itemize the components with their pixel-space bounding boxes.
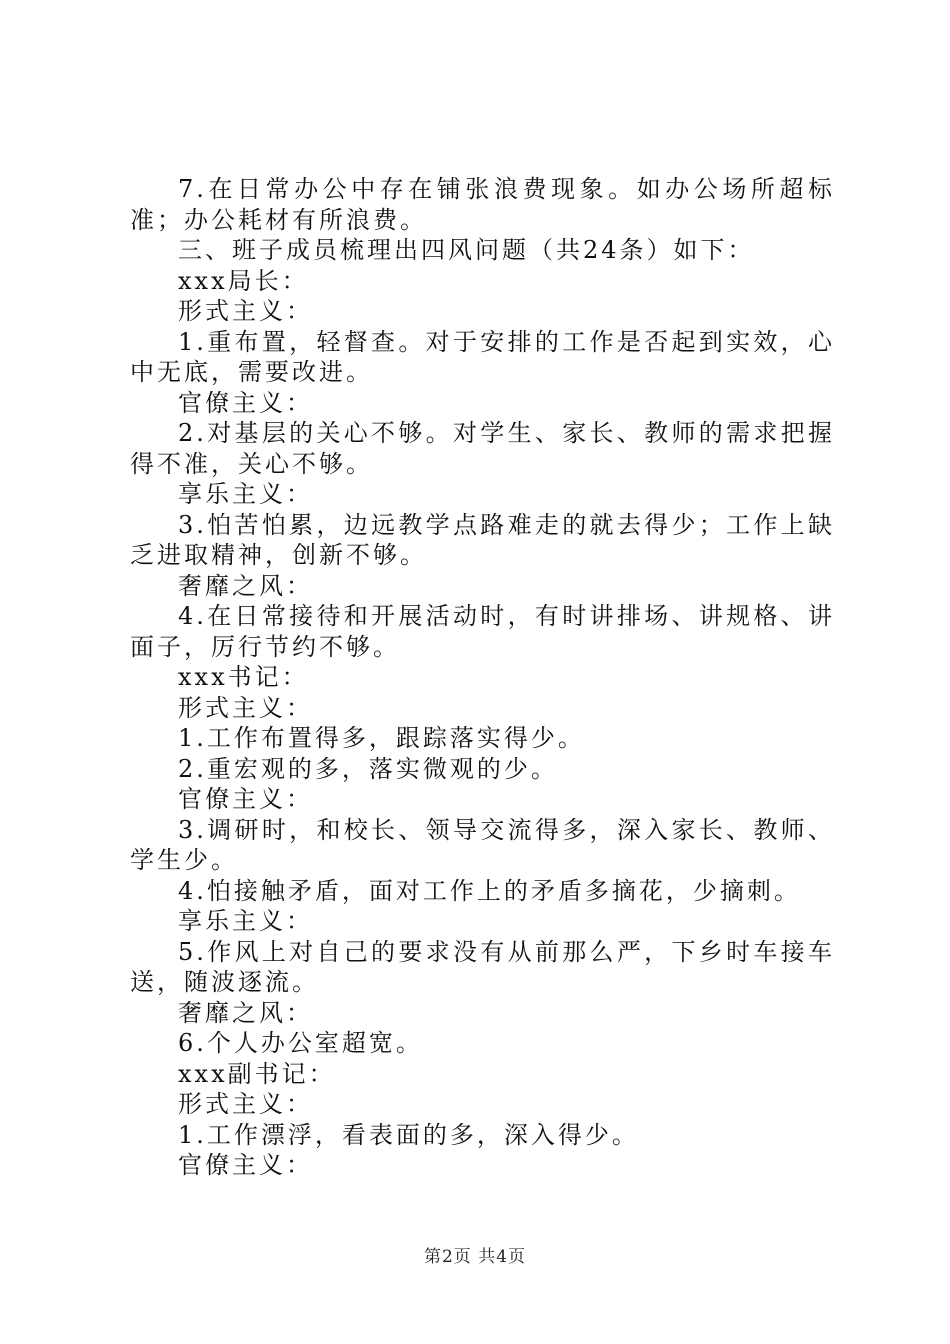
paragraph-5: 1.重布置，轻督查。对于安排的工作是否起到实效，心中无底，需要改进。 bbox=[130, 327, 835, 386]
paragraph-23: xxx副书记： bbox=[178, 1059, 336, 1088]
paragraph-15: 2.重宏观的多，落实微观的少。 bbox=[178, 754, 558, 783]
document-body bbox=[130, 174, 835, 1181]
paragraph-8: 享乐主义： bbox=[178, 480, 313, 508]
paragraph-7: 2.对基层的关心不够。对学生、家长、教师的需求把握得不准，关心不够。 bbox=[130, 419, 835, 478]
paragraph-21: 奢靡之风： bbox=[178, 998, 313, 1027]
paragraph-22: 6.个人办公室超宽。 bbox=[178, 1029, 423, 1057]
paragraph-6: 官僚主义： bbox=[178, 388, 313, 417]
paragraph-19: 享乐主义： bbox=[178, 907, 313, 935]
paragraph-13: 形式主义： bbox=[178, 693, 313, 722]
paragraph-25: 1.工作漂浮，看表面的多，深入得少。 bbox=[178, 1120, 639, 1149]
paragraph-10: 奢靡之风： bbox=[178, 571, 313, 600]
page-number-footer: 第2页 共4页 bbox=[423, 1247, 527, 1267]
paragraph-3: xxx局长： bbox=[178, 266, 309, 295]
paragraph-1: 7.在日常办公中存在铺张浪费现象。如办公场所超标准；办公耗材有所浪费。 bbox=[130, 175, 835, 234]
paragraph-9: 3.怕苦怕累，边远教学点路难走的就去得少；工作上缺乏进取精神，创新不够。 bbox=[130, 510, 835, 569]
paragraph-17: 3.调研时，和校长、领导交流得多，深入家长、教师、学生少。 bbox=[130, 815, 835, 874]
paragraph-20: 5.作风上对自己的要求没有从前那么严，下乡时车接车送，随波逐流。 bbox=[130, 937, 835, 996]
paragraph-24: 形式主义： bbox=[178, 1090, 313, 1118]
paragraph-4: 形式主义： bbox=[178, 297, 313, 325]
paragraph-18: 4.怕接触矛盾，面对工作上的矛盾多摘花，少摘刺。 bbox=[178, 876, 801, 905]
paragraph-16: 官僚主义： bbox=[178, 785, 313, 813]
paragraph-2: 三、班子成员梳理出四风问题（共24条）如下： bbox=[178, 236, 755, 264]
paragraph-12: xxx书记： bbox=[178, 663, 309, 691]
paragraph-11: 4.在日常接待和开展活动时，有时讲排场、讲规格、讲面子，厉行节约不够。 bbox=[130, 602, 835, 661]
paragraph-26: 官僚主义： bbox=[178, 1151, 313, 1179]
paragraph-14: 1.工作布置得多，跟踪落实得少。 bbox=[178, 724, 585, 752]
